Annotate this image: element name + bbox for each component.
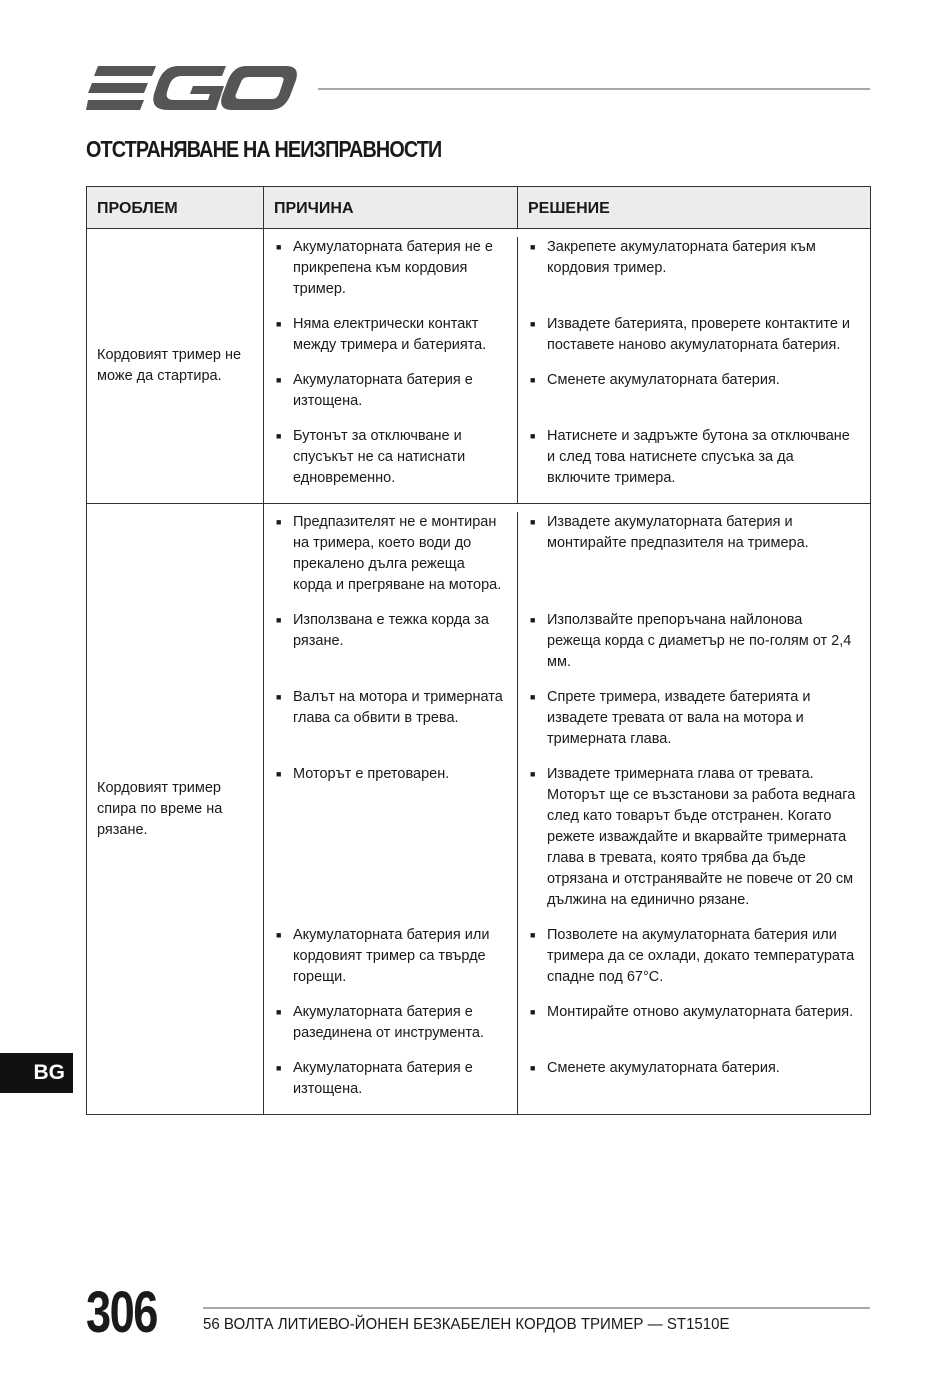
solution-item	[517, 1058, 870, 1114]
problem-cell: Кордовият тример не може да стартира.	[87, 229, 264, 504]
solution-item	[517, 687, 870, 764]
list-item	[264, 314, 870, 370]
cause-text: Акумулаторната батерия не е прикрепена към кордовия тример.	[293, 239, 493, 297]
square-bullet-icon: ■	[530, 930, 536, 940]
cause-text: Акумулаторната батерия или кордовият тример са твърде горещи.	[293, 927, 490, 985]
table-header-row	[87, 187, 871, 229]
square-bullet-icon: ■	[276, 769, 282, 779]
list-item	[264, 687, 870, 764]
solution-item	[517, 314, 870, 370]
solution-text: Натиснете и задръжте бутона за отключване и след това натиснете спусъка за да включите тримера.	[547, 428, 850, 486]
header-cause: ПРИЧИНА	[274, 200, 354, 217]
square-bullet-icon: ■	[276, 242, 282, 252]
list-item	[264, 1058, 870, 1114]
square-bullet-icon: ■	[530, 242, 536, 252]
solution-item	[517, 426, 870, 503]
solution-text: Позволете на акумулаторната батерия или тримера да се охлади, докато температурата спадне под 67°C.	[547, 927, 855, 985]
footer-rule	[203, 1307, 870, 1309]
cause-item	[264, 314, 517, 370]
cause-text: Няма електрически контакт между тримера и батерията.	[293, 316, 487, 353]
solution-text: Сменете акумулаторната батерия.	[547, 1060, 780, 1076]
cause-text: Акумулаторната батерия е разединена от инструмента.	[293, 1004, 484, 1041]
square-bullet-icon: ■	[276, 375, 282, 385]
language-tab: BG	[0, 1053, 73, 1093]
solution-text: Извадете тримерната глава от тревата. Моторът ще се възстанови за работа веднага след като товарът бъде отстранен. Когато режете изваждайте и вкарвайте тримерната глава в тревата, която трябва да бъде отрязана и отстранявайте не повече от 20 см дължина на единично рязане.	[547, 766, 856, 908]
list-item	[264, 370, 870, 426]
square-bullet-icon: ■	[276, 692, 282, 702]
square-bullet-icon: ■	[530, 1063, 536, 1073]
page-title: ОТСТРАНЯВАНЕ НА НЕИЗПРАВНОСТИ	[86, 136, 442, 162]
square-bullet-icon: ■	[530, 615, 536, 625]
square-bullet-icon: ■	[530, 1007, 536, 1017]
list-item	[264, 1002, 870, 1058]
solution-item	[517, 237, 870, 314]
cause-item	[264, 426, 517, 503]
header-cause-solution	[264, 187, 871, 229]
cause-text: Моторът е претоварен.	[293, 766, 450, 782]
cause-solution-cell	[264, 229, 871, 504]
header-rule	[318, 88, 870, 90]
cause-item	[264, 1002, 517, 1058]
square-bullet-icon: ■	[530, 769, 536, 779]
list-item	[264, 426, 870, 503]
square-bullet-icon: ■	[276, 517, 282, 527]
cause-text: Бутонът за отключване и спусъкът не са натиснати едновременно.	[293, 428, 466, 486]
cause-item	[264, 764, 517, 925]
square-bullet-icon: ■	[276, 930, 282, 940]
square-bullet-icon: ■	[530, 517, 536, 527]
list-item	[264, 237, 870, 314]
solution-item	[517, 925, 870, 1002]
square-bullet-icon: ■	[276, 615, 282, 625]
solution-text: Спрете тримера, извадете батерията и извадете тревата от вала на мотора и тримерната глава.	[547, 689, 811, 747]
cause-text: Акумулаторната батерия е изтощена.	[293, 1060, 473, 1097]
list-item	[264, 764, 870, 925]
solution-text: Закрепете акумулаторната батерия към кордовия тример.	[547, 239, 816, 276]
troubleshooting-table	[86, 186, 871, 1115]
cause-text: Използвана е тежка корда за рязане.	[293, 612, 489, 649]
list-item	[264, 610, 870, 687]
cause-item	[264, 370, 517, 426]
table-body	[87, 229, 871, 1115]
cause-text: Предпазителят не е монтиран на тримера, което води до прекалено дълга режеща корда и прегряване на мотора.	[293, 514, 502, 593]
cause-text: Акумулаторната батерия е изтощена.	[293, 372, 473, 409]
ego-logo	[86, 64, 298, 112]
page-number: 306	[86, 1280, 157, 1345]
cause-item	[264, 925, 517, 1002]
solution-text: Използвайте препоръчана найлонова режеща корда с диаметър не по-голям от 2,4 мм.	[547, 612, 852, 670]
solution-text: Извадете акумулаторната батерия и монтирайте предпазителя на тримера.	[547, 514, 809, 551]
square-bullet-icon: ■	[530, 431, 536, 441]
solution-item	[517, 1002, 870, 1058]
square-bullet-icon: ■	[276, 1063, 282, 1073]
cause-text: Валът на мотора и тримерната глава са обвити в трева.	[293, 689, 503, 726]
square-bullet-icon: ■	[276, 431, 282, 441]
square-bullet-icon: ■	[530, 319, 536, 329]
square-bullet-icon: ■	[276, 319, 282, 329]
cause-item	[264, 1058, 517, 1114]
footer-title: 56 ВОЛТА ЛИТИЕВО-ЙОНЕН БЕЗКАБЕЛЕН КОРДОВ ТРИМЕР — ST1510E	[203, 1316, 730, 1333]
cause-item	[264, 610, 517, 687]
square-bullet-icon: ■	[276, 1007, 282, 1017]
square-bullet-icon: ■	[530, 692, 536, 702]
table-row	[87, 229, 871, 504]
cause-item	[264, 512, 517, 610]
solution-text: Извадете батерията, проверете контактите и поставете наново акумулаторната батерия.	[547, 316, 851, 353]
problem-cell: Кордовият тример спира по време на рязане.	[87, 504, 264, 1115]
solution-item	[517, 764, 870, 925]
solution-text: Сменете акумулаторната батерия.	[547, 372, 780, 388]
header-solution: РЕШЕНИЕ	[517, 187, 870, 228]
list-item	[264, 925, 870, 1002]
cause-item	[264, 237, 517, 314]
solution-text: Монтирайте отново акумулаторната батерия.	[547, 1004, 854, 1020]
solution-item	[517, 610, 870, 687]
cause-item	[264, 687, 517, 764]
solution-item	[517, 512, 870, 610]
list-item	[264, 512, 870, 610]
cause-solution-cell	[264, 504, 871, 1115]
table-row	[87, 504, 871, 1115]
square-bullet-icon: ■	[530, 375, 536, 385]
solution-item	[517, 370, 870, 426]
header-problem: ПРОБЛЕМ	[87, 187, 264, 229]
